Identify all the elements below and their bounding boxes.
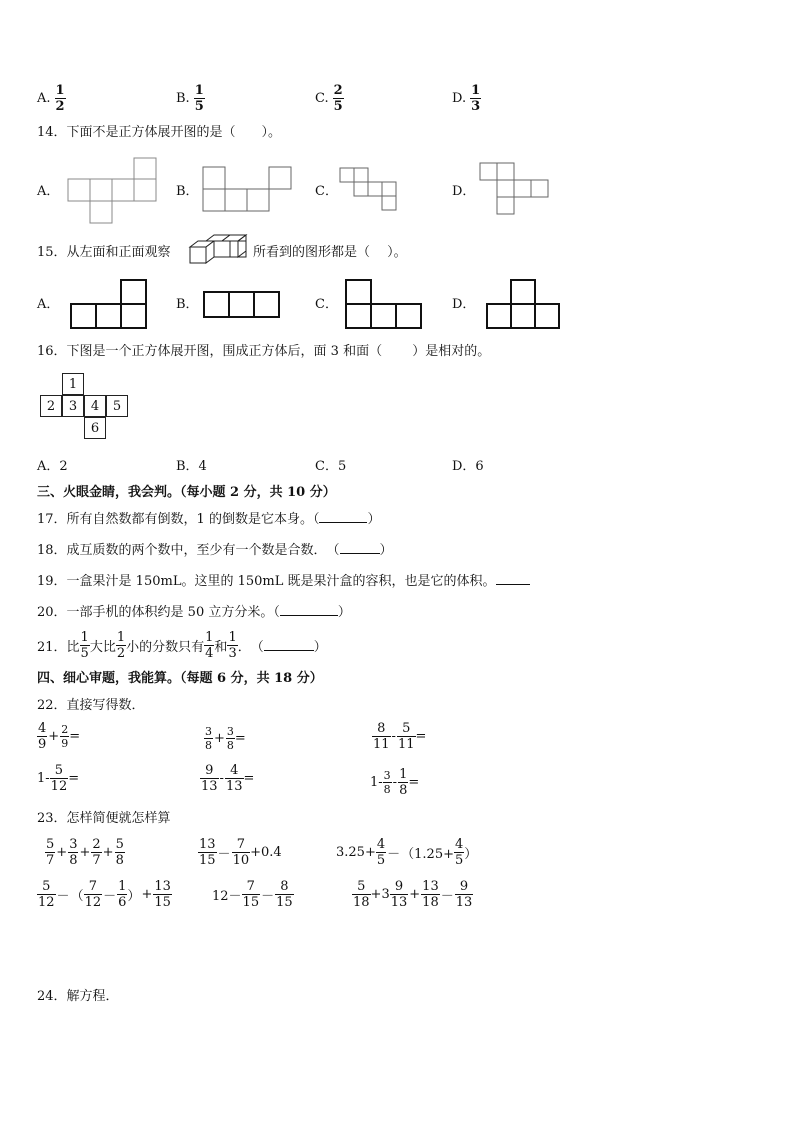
answer-blank[interactable]	[340, 543, 380, 554]
net-face: 4	[84, 395, 106, 417]
q14-letter-b: B．	[176, 184, 199, 199]
net-face: 3	[62, 395, 84, 417]
fraction: $\frac{3}{8}$	[69, 837, 78, 868]
q15-view-c	[345, 279, 423, 329]
fraction: $\frac{5}{12}$	[38, 879, 55, 910]
fraction: $\frac{5}{18}$	[353, 879, 370, 910]
answer-blank[interactable]	[264, 640, 314, 651]
q15-letter-d: D．	[452, 297, 476, 312]
q22-expr-5: $\frac{9}{13}$ - $\frac{4}{13}$ =	[201, 763, 255, 794]
q23-expr-2: $\frac{13}{15}$ － $\frac{7}{10}$ +0.4	[199, 837, 282, 868]
fraction: $\frac{13}{15}$	[154, 879, 171, 910]
fraction: $\frac{1}{2}$	[116, 630, 126, 661]
q22-expr-4: 1- $\frac{5}{12}$ =	[37, 763, 80, 794]
q13-option-c: C. $\frac{2}{5}$	[315, 83, 343, 114]
q19: 19．一盒果汁是 150mL。这里的 150mL 既是果汁盒的容积，也是它的体积。	[37, 574, 530, 588]
q16-option-b: B．4	[176, 459, 207, 474]
net-face: 6	[84, 417, 106, 439]
fraction: $\frac{13}{18}$	[422, 879, 439, 910]
q15-letter-c: C．	[315, 297, 338, 312]
fraction: $\frac{7}{12}$	[84, 879, 102, 910]
q15-view-d	[486, 279, 564, 329]
q16-option-d: D．6	[452, 459, 484, 474]
section3-title: 三、火眼金睛，我会判。（每小题 2 分，共 10 分）	[37, 485, 336, 500]
fraction: $\frac{3}{8}$	[226, 725, 234, 752]
q23-expr-5: 12－ $\frac{7}{15}$ － $\frac{8}{15}$	[212, 879, 293, 910]
q14-net-b	[202, 167, 294, 213]
q23-expr-1: $\frac{5}{7}$ + $\frac{3}{8}$ + $\frac{2}{7}$ + $\frac{5}{8}$	[46, 837, 124, 868]
q15-text-before: 15．从左面和正面观察	[37, 245, 171, 260]
fraction: $\frac{4}{5}$	[376, 837, 386, 868]
fraction: $\frac{9}{13}$	[201, 763, 218, 794]
q13-option-a: A. $\frac{1}{2}$	[37, 83, 65, 114]
answer-blank[interactable]	[496, 574, 530, 585]
fraction: $\frac{7}{15}$	[242, 879, 260, 910]
fraction: $\frac{4}{5}$	[454, 837, 464, 868]
q17: 17．所有自然数都有倒数，1 的倒数是它本身。（ ）	[37, 512, 381, 527]
q13-option-b: B. $\frac{1}{5}$	[176, 83, 204, 114]
q18: 18．成互质数的两个数中，至少有一个数是合数． （ ）	[37, 543, 393, 558]
fraction: $\frac{1}{5}$	[194, 83, 204, 114]
fraction: $\frac{1}{8}$	[399, 767, 408, 798]
q14-letter-c: C．	[315, 184, 338, 199]
fraction: $\frac{2}{7}$	[92, 837, 101, 868]
fraction: $\frac{1}{6}$	[118, 879, 127, 910]
q16-option-a: A．2	[37, 459, 68, 474]
fraction: $\frac{9}{13}$	[390, 879, 408, 910]
fraction: $\frac{5}{12}$	[50, 763, 68, 794]
q20: 20．一部手机的体积约是 50 立方分米。（ ）	[37, 605, 351, 620]
q15-view-a	[70, 279, 150, 329]
fraction: $\frac{8}{11}$	[373, 721, 390, 752]
q22-expr-3: $\frac{8}{11}$ - $\frac{5}{11}$ =	[373, 721, 427, 752]
q22-expr-2: $\frac{3}{8}$ + $\frac{3}{8}$ =	[205, 725, 246, 752]
q22-expr-6: 1- $\frac{3}{8}$ - $\frac{1}{8}$ =	[370, 767, 420, 798]
fraction: $\frac{1}{4}$	[205, 630, 214, 661]
fraction: $\frac{1}{3}$	[471, 83, 481, 114]
fraction: $\frac{1}{2}$	[55, 83, 65, 114]
q23-expr-3: 3.25+ $\frac{4}{5}$ － （1.25+ $\frac{4}{5}$ ）	[336, 837, 478, 868]
q15-letter-a: A．	[37, 297, 60, 312]
q16-text: 16．下图是一个正方体展开图，围成正方体后，面 3 和面（ ）是相对的。	[37, 344, 491, 359]
q22-text: 22．直接写得数．	[37, 698, 145, 713]
q23-expr-6: $\frac{5}{18}$ +3 $\frac{9}{13}$ + $\frac{13}{18}$ － $\frac{9}{13}$	[353, 879, 473, 910]
q23-text: 23．怎样简便就怎样算	[37, 811, 171, 826]
q16-cube-net	[40, 373, 132, 441]
fraction: $\frac{3}{8}$	[383, 769, 391, 796]
fraction: $\frac{5}{8}$	[115, 837, 124, 868]
fraction: $\frac{13}{15}$	[199, 837, 216, 868]
answer-blank[interactable]	[280, 605, 338, 616]
q15-view-b	[203, 291, 281, 319]
net-face: 1	[62, 373, 84, 395]
q22-expr-1: $\frac{4}{9}$ + $\frac{2}{9}$ =	[38, 721, 81, 752]
q13-option-d: D. $\frac{1}{3}$	[452, 83, 481, 114]
q14-net-a	[67, 158, 159, 224]
fraction: $\frac{4}{9}$	[38, 721, 47, 752]
fraction: $\frac{2}{9}$	[61, 723, 69, 750]
fraction: $\frac{7}{10}$	[232, 837, 250, 868]
q14-letter-a: A．	[37, 184, 60, 199]
q15-letter-b: B．	[176, 297, 199, 312]
fraction: $\frac{4}{13}$	[225, 763, 243, 794]
q14-letter-d: D．	[452, 184, 476, 199]
q14-net-c	[339, 168, 401, 214]
fraction: $\frac{2}{5}$	[333, 83, 343, 114]
fraction: $\frac{1}{3}$	[228, 630, 237, 661]
answer-blank[interactable]	[319, 512, 367, 523]
q15-text-after: 所看到的图形都是（ ）。	[253, 245, 407, 260]
q24-text: 24．解方程．	[37, 989, 119, 1004]
q14-net-d	[479, 163, 551, 219]
fraction: $\frac{5}{11}$	[397, 721, 415, 752]
q21: 21．比 $\frac{1}{5}$ 大比 $\frac{1}{2}$ 小的分数只有 $\frac{1}{4}$ 和 $\frac{1}{3}$ ． （ ）	[37, 630, 327, 661]
fraction: $\frac{9}{13}$	[455, 879, 473, 910]
fraction: $\frac{1}{5}$	[80, 630, 89, 661]
q15-solid-figure	[188, 235, 248, 267]
q16-option-c: C．5	[315, 459, 347, 474]
net-face: 5	[106, 395, 128, 417]
net-face: 2	[40, 395, 62, 417]
section4-title: 四、细心审题，我能算。（每题 6 分，共 18 分）	[37, 671, 323, 686]
fraction: $\frac{3}{8}$	[205, 725, 212, 752]
fraction: $\frac{8}{15}$	[276, 879, 293, 910]
q23-expr-4: $\frac{5}{12}$ － （ $\frac{7}{12}$ － $\frac{1}{6}$ ） + $\frac{13}{15}$	[38, 879, 171, 910]
fraction: $\frac{5}{7}$	[46, 837, 55, 868]
q14-text: 14．下面不是正方体展开图的是（ ）。	[37, 125, 282, 140]
